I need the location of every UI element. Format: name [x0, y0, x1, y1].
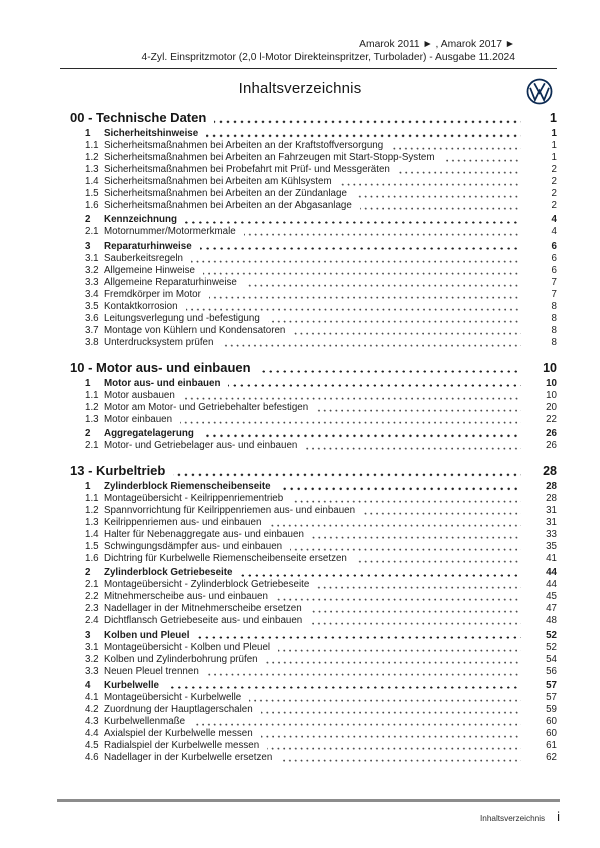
dot-leader	[266, 661, 521, 664]
toc-page-number: 2	[551, 188, 557, 200]
toc-item-number: 1.4	[85, 176, 99, 188]
toc-item-title: Zuordnung der Hauptlagerschalen	[104, 703, 253, 715]
dot-leader	[214, 120, 521, 123]
toc-item-number: 2.3	[85, 603, 99, 615]
toc-item-title: Zylinderblock Riemenscheibenseite	[104, 481, 271, 493]
toc-item-row[interactable]	[60, 289, 557, 301]
dot-leader	[269, 524, 521, 527]
toc-item-row[interactable]	[60, 390, 557, 402]
toc-page-number: 4	[551, 226, 557, 238]
toc-item-title: Kurbelwellenmaße	[104, 715, 186, 727]
toc-page-number: 61	[546, 739, 557, 751]
toc-item-title: Kurbelwelle	[104, 679, 159, 691]
toc-chapter-items	[60, 128, 557, 348]
toc-page-number: 1	[551, 128, 557, 140]
toc-item-number: 3.3	[85, 276, 99, 288]
toc-page-number: 1	[551, 140, 557, 152]
toc-item-title: Mitnehmerscheibe aus- und einbauen	[104, 591, 268, 603]
page-title: Inhaltsverzeichnis	[238, 80, 362, 97]
toc-item-title: Motornummer/Motormerkmale	[104, 226, 236, 238]
toc-item-number: 3	[85, 240, 91, 252]
toc-page-number: 20	[546, 401, 557, 413]
toc-page-number: 2	[551, 200, 557, 212]
header-subtitle: 4-Zyl. Einspritzmotor (2,0 l-Motor Direkteinspritzer, Turbolader) - Ausgabe 11.2024	[141, 52, 515, 63]
toc-item-number: 1.1	[85, 493, 99, 505]
dot-leader	[249, 699, 521, 702]
toc-page-number: 10	[546, 389, 557, 401]
toc-item-row[interactable]	[60, 716, 557, 728]
toc-item-number: 3.8	[85, 336, 99, 348]
toc-page-number: 1	[551, 152, 557, 164]
toc-item-number: 1.5	[85, 541, 99, 553]
toc-item-title: Kolben und Zylinderbohrung prüfen	[104, 653, 258, 665]
dot-leader	[261, 711, 521, 714]
dot-leader	[167, 686, 521, 689]
toc-page-number: 33	[546, 529, 557, 541]
toc-item-row[interactable]	[60, 728, 557, 740]
toc-item-row[interactable]	[60, 188, 557, 200]
dot-leader	[202, 434, 521, 437]
toc-item-row[interactable]	[60, 164, 557, 176]
toc-item-number: 2.1	[85, 226, 99, 238]
toc-chapter	[60, 463, 557, 764]
toc-item-row[interactable]	[60, 402, 557, 414]
toc-item-number: 4.5	[85, 739, 99, 751]
toc-item-number: 2	[85, 567, 91, 579]
dot-leader	[312, 536, 521, 539]
toc-item-number: 4.4	[85, 727, 99, 739]
toc-page-number: 1	[550, 111, 557, 125]
toc-page-number: 54	[546, 653, 557, 665]
toc-item-number: 1.3	[85, 164, 99, 176]
toc-item-title: Nadellager in der Mitnehmerscheibe ersetzen	[104, 603, 302, 615]
toc-chapter-row[interactable]	[60, 360, 557, 376]
toc-item-row[interactable]	[60, 553, 557, 565]
toc-item-row[interactable]	[60, 176, 557, 188]
toc-item-number: 1.1	[85, 389, 99, 401]
header-rule	[60, 68, 557, 69]
toc-item-row[interactable]	[60, 740, 557, 752]
toc-page-number: 2	[551, 164, 557, 176]
toc-item-title: Dichtring für Kurbelwelle Riemenscheibenseite ersetzen	[104, 553, 347, 565]
dot-leader	[241, 574, 522, 577]
toc-item-number: 1.3	[85, 517, 99, 529]
dot-leader	[209, 296, 521, 299]
toc-page-number: 44	[546, 579, 557, 591]
toc-item-number: 3.1	[85, 641, 99, 653]
toc-item-title: Neuen Pleuel trennen	[104, 665, 199, 677]
dot-leader	[355, 560, 521, 563]
toc-page-number: 6	[551, 240, 557, 252]
toc-item-title: Radialspiel der Kurbelwelle messen	[104, 739, 260, 751]
doc-footer	[57, 799, 560, 824]
header-text	[60, 38, 557, 64]
toc-item-number: 3.3	[85, 665, 99, 677]
toc-item-title: Motor aus- und einbauen	[104, 377, 221, 389]
dot-leader	[310, 610, 521, 613]
toc-item-number: 1.2	[85, 401, 99, 413]
toc-page-number: 52	[546, 629, 557, 641]
toc-item-title: Aggregatelagerung	[104, 427, 194, 439]
toc-item-number: 1.4	[85, 529, 99, 541]
toc-item-number: 3.5	[85, 300, 99, 312]
toc-item-number: 1	[85, 128, 91, 140]
toc-item-title: Schwingungsdämpfer aus- und einbauen	[104, 541, 283, 553]
toc-item-row[interactable]	[60, 128, 557, 140]
toc-item-row[interactable]	[60, 337, 557, 349]
dot-leader	[340, 183, 521, 186]
toc-item-number: 3.7	[85, 324, 99, 336]
dot-leader	[200, 247, 521, 250]
footer-rule	[57, 799, 560, 802]
dot-leader	[360, 207, 521, 210]
toc-page-number: 31	[546, 505, 557, 517]
toc-item-title: Fremdkörper im Motor	[104, 288, 201, 300]
toc-item-title: Montageübersicht - Zylinderblock Getriebeseite	[104, 579, 310, 591]
toc-page-number: 60	[546, 727, 557, 739]
dot-leader	[278, 649, 521, 652]
toc-item-row[interactable]	[60, 529, 557, 541]
dot-leader	[228, 384, 521, 387]
toc-item-number: 2.4	[85, 615, 99, 627]
toc-chapter-items	[60, 481, 557, 764]
toc-item-number: 1.6	[85, 553, 99, 565]
toc-page-number: 47	[546, 603, 557, 615]
toc-item-row[interactable]	[60, 541, 557, 553]
toc-item-row[interactable]	[60, 591, 557, 603]
toc-item-number: 1	[85, 481, 91, 493]
toc-item-row[interactable]	[60, 630, 557, 642]
toc-page-number: 4	[551, 214, 557, 226]
toc-item-row[interactable]	[60, 378, 557, 390]
dot-leader	[244, 233, 521, 236]
toc-chapter	[60, 360, 557, 452]
toc-item-number: 4	[85, 679, 91, 691]
toc-page-number: 7	[551, 288, 557, 300]
dot-leader	[267, 747, 521, 750]
toc-page-number: 6	[551, 264, 557, 276]
toc-page-number: 45	[546, 591, 557, 603]
toc-item-row[interactable]	[60, 428, 557, 440]
toc-page-number: 60	[546, 715, 557, 727]
toc-item-number: 1	[85, 377, 91, 389]
toc-item-number: 3.6	[85, 312, 99, 324]
toc-item-title: Motor einbauen	[104, 413, 173, 425]
toc-item-number: 4.6	[85, 751, 99, 763]
dot-leader	[186, 308, 521, 311]
dot-leader	[183, 397, 521, 400]
toc-page-number: 57	[546, 691, 557, 703]
toc-chapter-row[interactable]	[60, 463, 557, 479]
toc-item-row[interactable]	[60, 253, 557, 265]
toc-item-row[interactable]	[60, 414, 557, 426]
toc-item-title: Allgemeine Reparaturhinweise	[104, 276, 237, 288]
dot-leader	[221, 344, 521, 347]
toc-page-number: 52	[546, 641, 557, 653]
toc-item-title: Nadellager in der Kurbelwelle ersetzen	[104, 751, 273, 763]
dot-leader	[391, 147, 521, 150]
toc-page-number: 7	[551, 276, 557, 288]
toc-item-row[interactable]	[60, 493, 557, 505]
toc-item-title: Allgemeine Hinweise	[104, 264, 195, 276]
toc-item-row[interactable]	[60, 140, 557, 152]
toc-item-row[interactable]	[60, 277, 557, 289]
toc-page-number: 57	[546, 679, 557, 691]
dot-leader	[193, 723, 521, 726]
toc-item-title: Montageübersicht - Keilrippenriementrieb	[104, 493, 284, 505]
toc-item-number: 2.1	[85, 439, 99, 451]
toc-item-title: Sauberkeitsregeln	[104, 252, 183, 264]
toc-page-number: 48	[546, 615, 557, 627]
toc-item-row[interactable]	[60, 481, 557, 493]
toc-page-number: 10	[543, 360, 557, 375]
toc-item-title: Sicherheitsmaßnahmen bei Arbeiten an Fahrzeugen mit Start-Stopp-System	[104, 152, 435, 164]
toc-item-row[interactable]	[60, 226, 557, 238]
toc-item-row[interactable]	[60, 505, 557, 517]
toc-item-title: Montageübersicht - Kolben und Pleuel	[104, 641, 271, 653]
dot-leader	[310, 622, 521, 625]
toc-item-row[interactable]	[60, 654, 557, 666]
toc-chapter-label: 00 - Technische Daten	[70, 110, 207, 125]
dot-leader	[197, 636, 521, 639]
dot-leader	[290, 548, 521, 551]
toc-item-title: Sicherheitshinweise	[104, 128, 199, 140]
toc-item-row[interactable]	[60, 579, 557, 591]
toc-item-number: 3.2	[85, 264, 99, 276]
toc-page-number: 22	[546, 413, 557, 425]
dot-leader	[180, 421, 521, 424]
toc-item-title: Halter für Nebenaggregate aus- und einbauen	[104, 529, 304, 541]
dot-leader	[355, 195, 521, 198]
toc-item-number: 1.2	[85, 152, 99, 164]
toc	[60, 110, 557, 764]
toc-item-row[interactable]	[60, 752, 557, 764]
toc-item-number: 3.2	[85, 653, 99, 665]
toc-item-title: Motor- und Getriebelager aus- und einbauen	[104, 439, 298, 451]
header-model-line: Amarok 2011 ► , Amarok 2017 ►	[359, 39, 515, 50]
toc-item-number: 2	[85, 427, 91, 439]
toc-page-number: 6	[551, 252, 557, 264]
dot-leader	[203, 272, 521, 275]
toc-item-number: 2.1	[85, 579, 99, 591]
dot-leader	[305, 447, 521, 450]
toc-item-title: Zylinderblock Getriebeseite	[104, 567, 233, 579]
dot-leader	[280, 759, 521, 762]
toc-page-number: 56	[546, 665, 557, 677]
toc-page-number: 8	[551, 336, 557, 348]
toc-item-number: 4.2	[85, 703, 99, 715]
toc-item-row[interactable]	[60, 214, 557, 226]
toc-page-number: 44	[546, 567, 557, 579]
dot-leader	[207, 673, 521, 676]
toc-item-number: 4.3	[85, 715, 99, 727]
footer-page-number: i	[557, 809, 560, 824]
toc-item-title: Kontaktkorrosion	[104, 300, 178, 312]
toc-item-row[interactable]	[60, 704, 557, 716]
dot-leader	[293, 332, 521, 335]
toc-item-row[interactable]	[60, 692, 557, 704]
toc-item-number: 3.4	[85, 288, 99, 300]
dot-leader	[317, 586, 521, 589]
toc-item-number: 2.2	[85, 591, 99, 603]
toc-item-number: 4.1	[85, 691, 99, 703]
toc-page-number: 8	[551, 324, 557, 336]
toc-item-title: Sicherheitsmaßnahmen bei Arbeiten am Kühlsystem	[104, 176, 332, 188]
toc-item-row[interactable]	[60, 265, 557, 277]
toc-item-row[interactable]	[60, 152, 557, 164]
toc-item-number: 1.2	[85, 505, 99, 517]
toc-item-number: 3.1	[85, 252, 99, 264]
toc-page-number: 8	[551, 312, 557, 324]
toc-item-number: 1.1	[85, 140, 99, 152]
toc-page-number: 31	[546, 517, 557, 529]
dot-leader	[291, 500, 521, 503]
toc-chapter-label: 13 - Kurbeltrieb	[70, 462, 166, 478]
toc-item-number: 1.6	[85, 200, 99, 212]
toc-item-title: Leitungsverlegung und -befestigung	[104, 312, 260, 324]
toc-item-title: Sicherheitsmaßnahmen bei Arbeiten an der Zündanlage	[104, 188, 347, 200]
toc-item-row[interactable]	[60, 313, 557, 325]
toc-item-title: Keilrippenriemen aus- und einbauen	[104, 517, 262, 529]
toc-item-title: Montageübersicht - Kurbelwelle	[104, 691, 242, 703]
toc-item-number: 1.3	[85, 413, 99, 425]
toc-page-number: 41	[546, 553, 557, 565]
toc-item-title: Kennzeichnung	[104, 214, 177, 226]
dot-leader	[276, 598, 521, 601]
toc-page-number: 28	[543, 463, 557, 478]
toc-page-number: 59	[546, 703, 557, 715]
toc-item-title: Kolben und Pleuel	[104, 629, 190, 641]
toc-item-row[interactable]	[60, 200, 557, 212]
toc-item-row[interactable]	[60, 567, 557, 579]
toc-item-row[interactable]	[60, 241, 557, 253]
dot-leader	[443, 159, 521, 162]
toc-item-title: Axialspiel der Kurbelwelle messen	[104, 727, 253, 739]
toc-item-title: Sicherheitsmaßnahmen bei Probefahrt mit Prüf- und Messgeräten	[104, 164, 390, 176]
toc-page-number: 35	[546, 541, 557, 553]
toc-item-row[interactable]	[60, 440, 557, 452]
toc-item-row[interactable]	[60, 666, 557, 678]
toc-page-number: 62	[546, 751, 557, 763]
toc-item-title: Motor am Motor- und Getriebehalter befestigen	[104, 401, 309, 413]
dot-leader	[316, 409, 521, 412]
doc-header	[0, 0, 600, 69]
toc-item-title: Sicherheitsmaßnahmen bei Arbeiten an der Abgasanlage	[104, 200, 352, 212]
toc-item-row[interactable]	[60, 680, 557, 692]
dot-leader	[245, 284, 521, 287]
toc-chapter-label: 10 - Motor aus- und einbauen	[70, 359, 251, 375]
dot-leader	[173, 473, 521, 476]
toc-chapter-items	[60, 378, 557, 452]
toc-page-number: 10	[546, 377, 557, 389]
toc-page-number: 26	[546, 439, 557, 451]
vw-logo-icon	[526, 78, 553, 105]
toc-item-row[interactable]	[60, 603, 557, 615]
dot-leader	[259, 370, 521, 373]
toc-item-number: 3	[85, 629, 91, 641]
toc-item-title: Unterdrucksystem prüfen	[104, 336, 214, 348]
toc-item-title: Sicherheitsmaßnahmen bei Arbeiten an der Kraftstoffversorgung	[104, 140, 384, 152]
dot-leader	[268, 320, 521, 323]
toc-item-row[interactable]	[60, 642, 557, 654]
dot-leader	[191, 260, 521, 263]
toc-item-row[interactable]	[60, 301, 557, 313]
toc-item-title: Motor ausbauen	[104, 389, 175, 401]
dot-leader	[363, 512, 521, 515]
footer-label: Inhaltsverzeichnis	[480, 814, 546, 823]
dot-leader	[206, 134, 521, 137]
toc-chapter	[60, 110, 557, 349]
dot-leader	[261, 735, 521, 738]
dot-leader	[185, 221, 521, 224]
dot-leader	[398, 171, 521, 174]
toc-page-number: 28	[546, 481, 557, 493]
toc-item-row[interactable]	[60, 325, 557, 337]
toc-page-number: 26	[546, 427, 557, 439]
toc-item-row[interactable]	[60, 615, 557, 627]
toc-item-title: Reparaturhinweise	[104, 240, 192, 252]
toc-page-number: 2	[551, 176, 557, 188]
toc-item-title: Montage von Kühlern und Kondensatoren	[104, 324, 286, 336]
toc-item-title: Spannvorrichtung für Keilrippenriemen aus- und einbauen	[104, 505, 356, 517]
dot-leader	[279, 487, 521, 490]
toc-item-title: Dichtflansch Getriebeseite aus- und einbauen	[104, 615, 303, 627]
toc-item-number: 2	[85, 214, 91, 226]
toc-item-number: 1.5	[85, 188, 99, 200]
toc-item-row[interactable]	[60, 517, 557, 529]
toc-page-number: 8	[551, 300, 557, 312]
toc-page-number: 28	[546, 493, 557, 505]
toc-chapter-row[interactable]	[60, 110, 557, 126]
